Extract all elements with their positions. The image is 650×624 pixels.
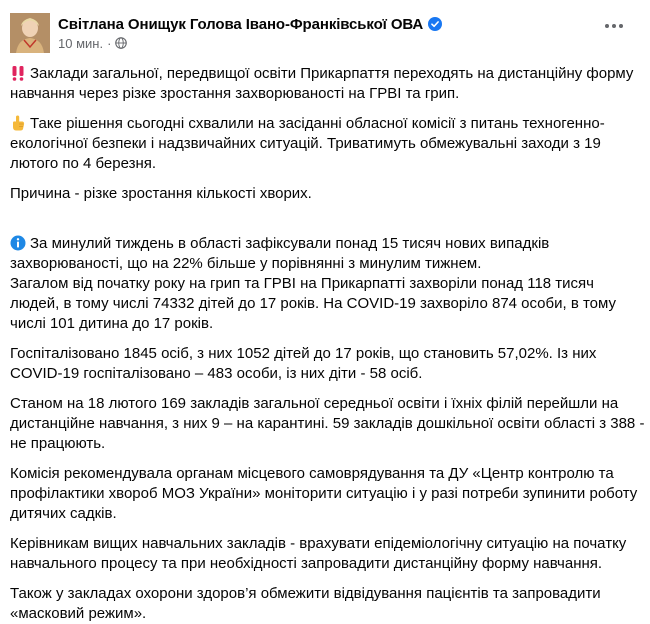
paragraph-text: Також у закладах охорони здоров’я обмежити відвідування пацієнтів та запровадити «масковий режим». bbox=[10, 585, 601, 622]
post-meta bbox=[58, 16, 442, 51]
paragraph-text: Заклади загальної, передвищої освіти Прикарпаття переходять на дистанційну форму навчання через різке зростання захворюваності на ГРВІ та грип. bbox=[10, 65, 634, 102]
post-body bbox=[10, 64, 650, 624]
pointing-hand-emoji-icon bbox=[10, 115, 26, 131]
post-header bbox=[10, 8, 640, 58]
post-paragraph bbox=[10, 464, 646, 524]
paragraph-text: Керівникам вищих навчальних закладів - врахувати епідеміологічну ситуацію на початку навчального процесу та при необхідності запровадити дистанційну форму навчання. bbox=[10, 535, 627, 572]
paragraph-text: Комісія рекомендувала органам місцевого самоврядування та ДУ «Центр контролю та профілактики хвороб МОЗ України» моніторити ситуацію і у разі потреби зупинити роботу дитячих садків. bbox=[10, 465, 638, 522]
paragraph-text: Таке рішення сьогодні схвалили на засіданні обласної комісії з питань техногенно-екологічної безпеки і надзвичайних ситуацій. Триватимуть обмежувальні заходи з 19 лютого по 4 березня. bbox=[10, 115, 605, 172]
post-paragraph bbox=[10, 534, 646, 574]
paragraph-text: Госпіталізовано 1845 осіб, з них 1052 дітей до 17 років, що становить 57,02%. Із них COVID-19 госпіталізовано – 483 особи, із них діти - 58 осіб. bbox=[10, 345, 597, 382]
post-paragraph bbox=[10, 344, 646, 384]
post-paragraph bbox=[10, 64, 646, 104]
post-time-row bbox=[58, 36, 442, 51]
author-name[interactable]: Світлана Онищук Голова Івано-Франківської ОВА bbox=[58, 15, 424, 33]
more-dot-icon bbox=[612, 24, 616, 28]
paragraph-text: Причина - різке зростання кількості хворих. bbox=[10, 185, 312, 202]
more-dot-icon bbox=[605, 24, 609, 28]
author-avatar[interactable] bbox=[10, 13, 50, 53]
author-row bbox=[58, 16, 442, 33]
post-timestamp[interactable]: 10 мин. bbox=[58, 35, 104, 51]
paragraph-text: За минулий тиждень в області зафіксували понад 15 тисяч нових випадків захворюваності, що на 22% більше у порівнянні з минулим тижнем. Загалом від початку року на грип та ГРВІ на Прикарпатті захворіли понад 118 тисяч людей, в тому числі 74332 дітей до 17 років. На COVID-19 захворіло 874 особи, в тому числі 101 дитина до 17 років. bbox=[10, 235, 616, 332]
post-paragraph bbox=[10, 214, 646, 334]
post-paragraph bbox=[10, 394, 646, 454]
more-dot-icon bbox=[619, 24, 623, 28]
globe-icon[interactable] bbox=[115, 37, 127, 49]
meta-separator: · bbox=[107, 35, 112, 51]
post-paragraph bbox=[10, 114, 646, 174]
post-paragraph bbox=[10, 184, 646, 204]
avatar-photo-icon bbox=[10, 13, 50, 53]
double-exclamation-emoji-icon bbox=[10, 65, 26, 81]
verified-badge-icon bbox=[428, 17, 442, 31]
info-emoji-icon bbox=[10, 235, 26, 251]
post-paragraph bbox=[10, 584, 646, 624]
paragraph-text: Станом на 18 лютого 169 закладів загальної середньої освіти і їхніх філій перейшли на дистанційне навчання, з них 9 – на карантині. 59 закладів дошкільної освіти області з 388 - не працюють. bbox=[10, 395, 645, 452]
more-options-button[interactable] bbox=[600, 16, 628, 36]
